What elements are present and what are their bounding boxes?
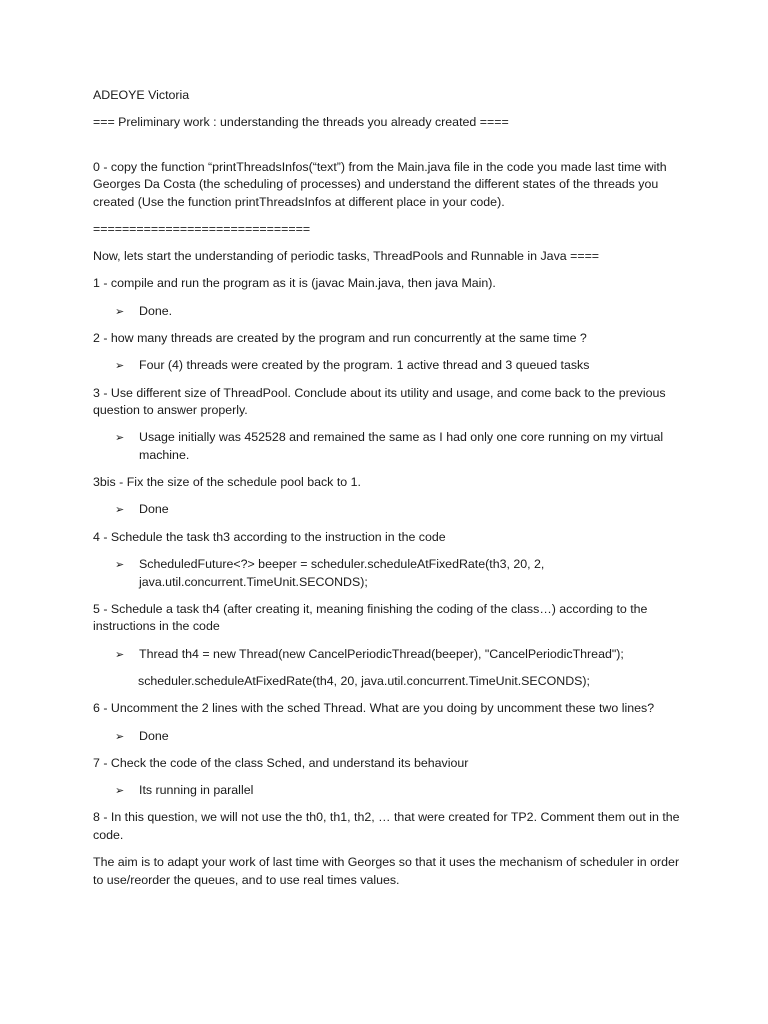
answer-3bis-text: Done xyxy=(139,502,169,517)
question-5: 5 - Schedule a task th4 (after creating it, meaning finishing the coding of the class…) according to the instructions in the code xyxy=(93,601,648,634)
question-4: 4 - Schedule the task th3 according to the instruction in the code xyxy=(93,529,446,544)
separator-line: ============================== xyxy=(93,221,311,236)
answer-3 xyxy=(93,429,683,464)
question-8: 8 - In this question, we will not use the th0, th1, th2, … that were created for TP2. Comment them out in the code. xyxy=(93,810,680,842)
answer-7 xyxy=(93,782,683,800)
answer-4 xyxy=(93,556,683,591)
bullet-arrow-icon: ➢ xyxy=(115,647,125,661)
answer-6-text: Done xyxy=(139,728,169,743)
bullet-arrow-icon: ➢ xyxy=(115,431,125,445)
answer-4-text: ScheduledFuture<?> beeper = scheduler.scheduleAtFixedRate(th3, 20, 2, java.util.concurrent.TimeUnit.SECONDS); xyxy=(139,557,545,589)
bullet-arrow-icon: ➢ xyxy=(115,558,125,572)
answer-3bis xyxy=(93,501,683,519)
answer-5-line1: Thread th4 = new Thread(new CancelPeriodicThread(beeper), "CancelPeriodicThread"); xyxy=(139,646,624,661)
bullet-arrow-icon: ➢ xyxy=(115,503,125,517)
question-7: 7 - Check the code of the class Sched, and understand its behaviour xyxy=(93,755,469,770)
answer-2-text: Four (4) threads were created by the program. 1 active thread and 3 queued tasks xyxy=(139,358,590,373)
question-6: 6 - Uncomment the 2 lines with the sched Thread. What are you doing by uncomment these two lines? xyxy=(93,701,655,716)
bullet-arrow-icon: ➢ xyxy=(115,304,125,318)
bullet-arrow-icon: ➢ xyxy=(115,784,125,798)
intro-paragraph: Now, lets start the understanding of periodic tasks, ThreadPools and Runnable in Java ==== xyxy=(93,249,600,264)
answer-5-line2: scheduler.scheduleAtFixedRate(th4, 20, java.util.concurrent.TimeUnit.SECONDS); xyxy=(138,673,590,688)
answer-3-text: Usage initially was 452528 and remained the same as I had only one core running on my virtual machine. xyxy=(139,430,664,462)
question-3: 3 - Use different size of ThreadPool. Conclude about its utility and usage, and come back to the previous question to answer properly. xyxy=(93,385,666,418)
author-name: ADEOYE Victoria xyxy=(93,88,190,102)
answer-7-text: Its running in parallel xyxy=(139,783,254,798)
answer-6 xyxy=(93,728,683,746)
question-1: 1 - compile and run the program as it is (javac Main.java, then java Main). xyxy=(93,276,496,291)
preliminary-header: === Preliminary work : understanding the threads you already created ==== xyxy=(93,115,509,129)
question-2: 2 - how many threads are created by the program and run concurrently at the same time ? xyxy=(93,330,587,345)
document-body xyxy=(93,87,683,899)
answer-1-text: Done. xyxy=(139,303,173,318)
aim-paragraph: The aim is to adapt your work of last time with Georges so that it uses the mechanism of scheduler in order to use/reorder the queues, and to use real times values. xyxy=(93,855,680,887)
question-3bis: 3bis - Fix the size of the schedule pool back to 1. xyxy=(93,475,361,490)
bullet-arrow-icon: ➢ xyxy=(115,729,125,743)
bullet-arrow-icon: ➢ xyxy=(115,359,125,373)
answer-5 xyxy=(93,646,683,664)
answer-2 xyxy=(93,357,683,375)
answer-1 xyxy=(93,303,683,321)
question-0: 0 - copy the function “printThreadsInfos(“text”) from the Main.java file in the code you made last time with Georges Da Costa (the scheduling of processes) and understand the different states of the threads you created (Use the function printThreadsInfos at different place in your code). xyxy=(93,159,667,209)
